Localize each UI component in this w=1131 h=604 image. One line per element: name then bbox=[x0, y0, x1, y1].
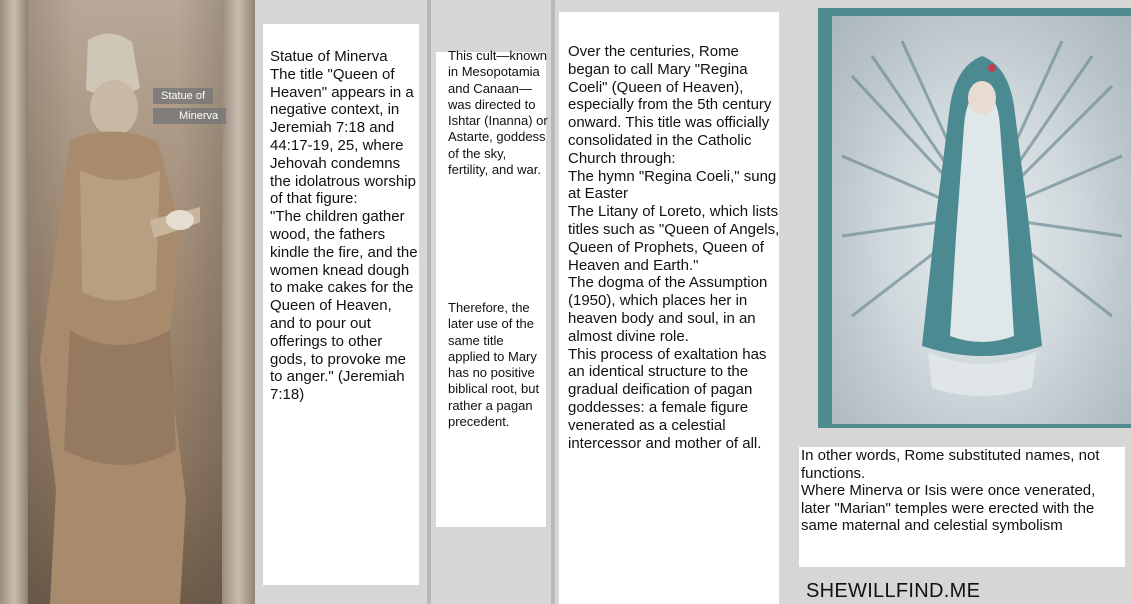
pillar-right bbox=[222, 0, 255, 604]
marian-statue-photo bbox=[818, 8, 1131, 428]
statue-label-line2: Minerva bbox=[153, 108, 226, 124]
text-panel-cult bbox=[436, 48, 551, 527]
regina-coeli-text: Over the centuries, Rome began to call Mary "Regina Coeli" (Queen of Heaven), especially from the 5th century onward. This title was officially consolidated in the Catholic Church through: The hymn "Regina Coeli," sung at Easter The Litany of Loreto, which lists titles such as "Queen of Angels, Queen of Prophets, Queen of Heaven and Earth." The dogma of the Assumption (1950), which places her in heaven body and soul, in an almost divine role. This process of exaltation has an identical structure to the gradual deification of pagan goddesses: a female figure venerated as a celestial intercessor and mother of all. bbox=[568, 43, 780, 452]
text-panel-jeremiah bbox=[263, 24, 419, 585]
minerva-statue-photo bbox=[0, 0, 255, 604]
marian-figure bbox=[832, 16, 1131, 424]
conclusion-text: In other words, Rome substituted names, not functions. Where Minerva or Isis were once venerated, later "Marian" temples were erected with the same maternal and celestial symbolism bbox=[801, 447, 1100, 534]
pagan-precedent-text: Therefore, the later use of the same title applied to Mary has no positive biblical root, but rather a pagan precedent. bbox=[448, 300, 543, 430]
statue-label-line1: Statue of bbox=[153, 88, 213, 104]
jeremiah-text: Statue of Minerva The title "Queen of Heaven" appears in a negative context, in Jeremiah 7:18 and 44:17-19, 25, where Jehovah condemns the idolatrous worship of that figure: "The children gather wood, the fathers kindle the fire, and the women knead dough to make cakes for the Queen of Heaven, and to pour out offerings to other gods, to provoke me to anger." (Jeremiah 7:18) bbox=[270, 48, 418, 404]
site-watermark: SHEWILLFIND.ME bbox=[806, 580, 981, 602]
text-panel-regina-coeli bbox=[559, 12, 779, 604]
marian-statue-frame bbox=[832, 16, 1131, 424]
pillar-left bbox=[0, 0, 28, 604]
text-panel-conclusion bbox=[799, 447, 1125, 567]
cult-origin-text: This cult—known in Mesopotamia and Canaan—was directed to Ishtar (Inanna) or Astarte, goddess of the sky, fertility, and war. bbox=[448, 48, 551, 178]
column-divider-2 bbox=[551, 0, 555, 604]
column-divider-1 bbox=[427, 0, 431, 604]
